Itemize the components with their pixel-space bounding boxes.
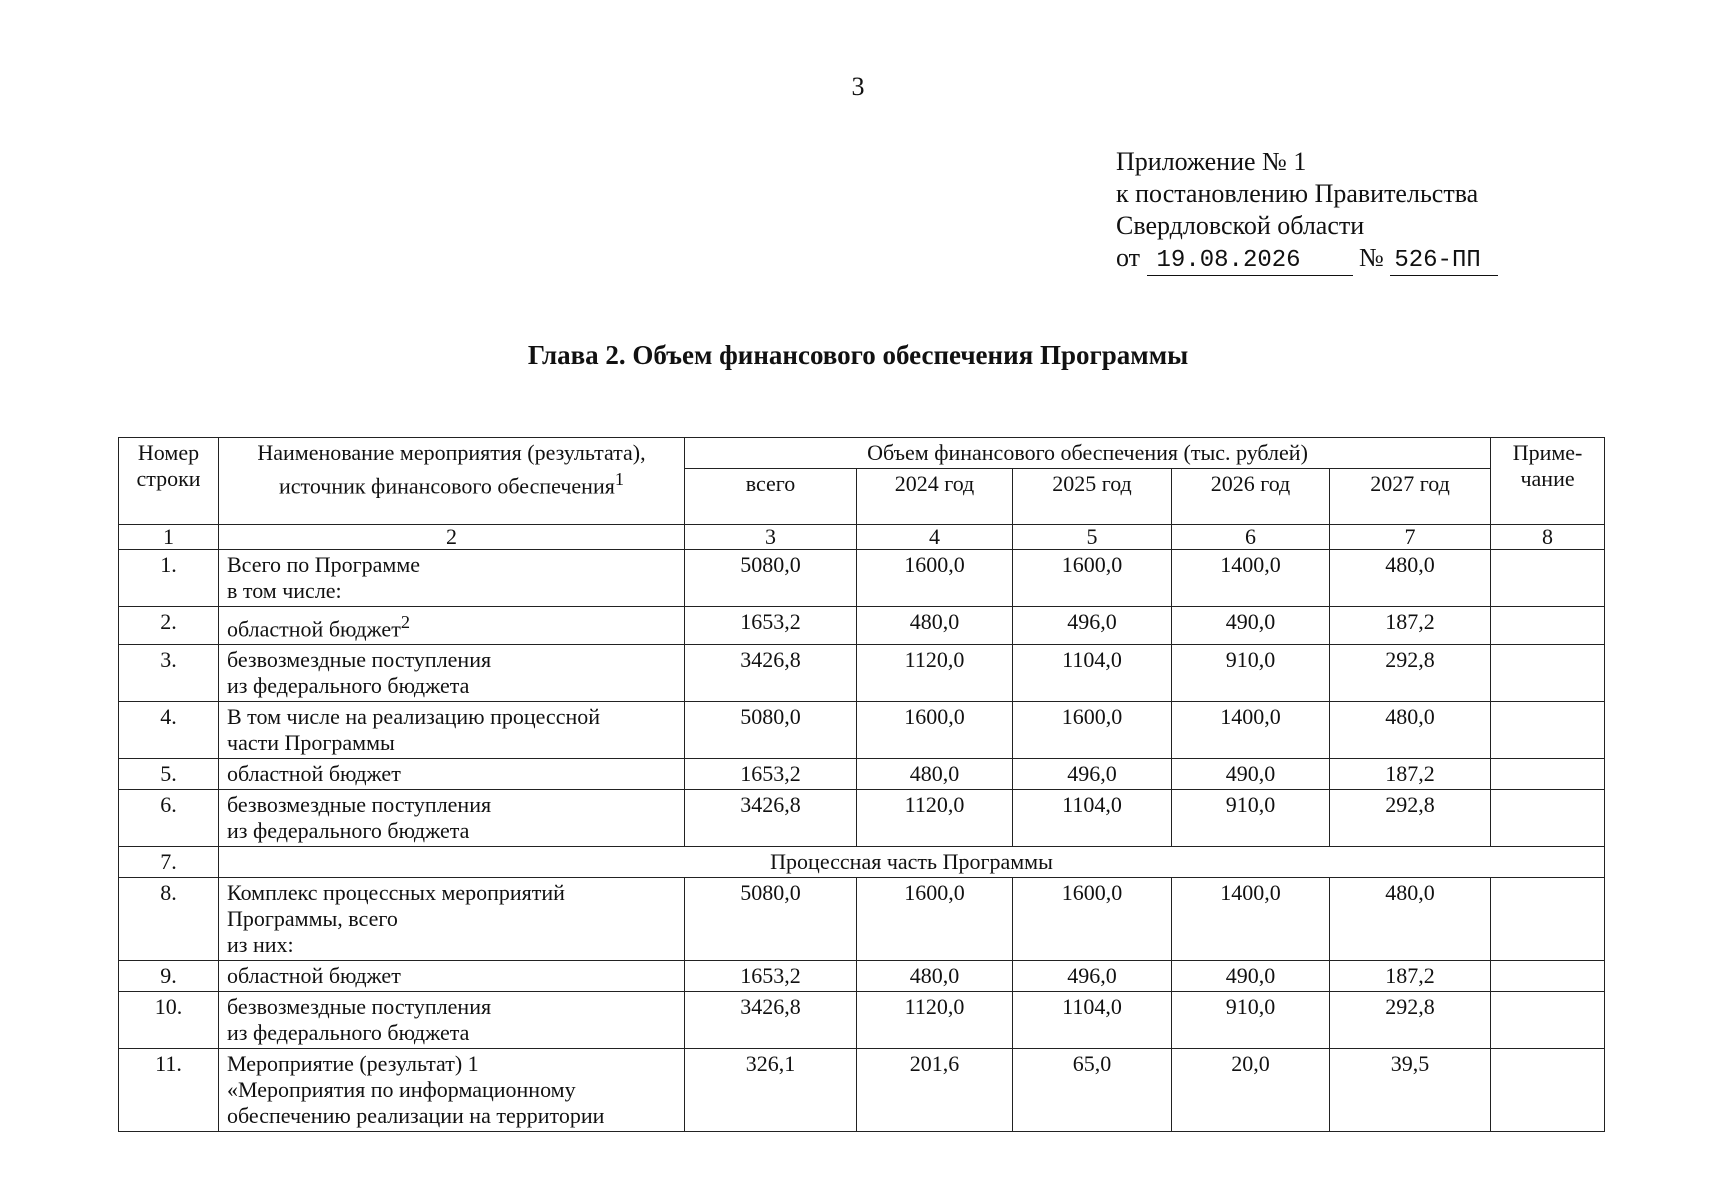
row-name-line: [227, 1103, 676, 1129]
year-2026-cell: 20,0: [1172, 1049, 1330, 1132]
year-2024-cell: 480,0: [857, 607, 1013, 645]
row-name-line: [227, 880, 676, 906]
table-row: [119, 878, 1605, 961]
row-name-text: из федерального бюджета: [227, 673, 470, 699]
note-cell: [1491, 550, 1605, 607]
row-name-line: [227, 647, 676, 673]
column-number: 2: [219, 525, 685, 550]
row-name-line: [227, 609, 676, 642]
column-number: 7: [1330, 525, 1491, 550]
header-note: Приме-чание: [1491, 438, 1605, 525]
total-cell: 3426,8: [685, 992, 857, 1049]
year-2025-cell: 1104,0: [1013, 992, 1172, 1049]
note-cell: [1491, 961, 1605, 992]
row-name-cell: [219, 961, 685, 992]
row-name-line: [227, 552, 676, 578]
row-name-text: из федерального бюджета: [227, 1020, 470, 1046]
row-number-cell: 11.: [119, 1049, 219, 1132]
year-2025-cell: 1104,0: [1013, 645, 1172, 702]
header-2027: 2027 год: [1330, 469, 1491, 525]
year-2024-cell: 1600,0: [857, 702, 1013, 759]
table-row: [119, 759, 1605, 790]
total-cell: 5080,0: [685, 702, 857, 759]
row-name-line: [227, 1051, 676, 1077]
year-2026-cell: 1400,0: [1172, 550, 1330, 607]
row-number-cell: 4.: [119, 702, 219, 759]
column-number: 1: [119, 525, 219, 550]
row-number-cell: 7.: [119, 847, 219, 878]
row-name-cell: [219, 1049, 685, 1132]
row-number-cell: 10.: [119, 992, 219, 1049]
year-2024-cell: 480,0: [857, 961, 1013, 992]
appendix-block: [1116, 146, 1498, 276]
year-2027-cell: 187,2: [1330, 607, 1491, 645]
row-number-cell: 6.: [119, 790, 219, 847]
row-name-text: Комплекс процессных мероприятий: [227, 880, 565, 906]
table-row: [119, 847, 1605, 878]
header-total: всего: [685, 469, 857, 525]
row-name-text: Мероприятие (результат) 1: [227, 1051, 479, 1077]
row-name-line: [227, 932, 676, 958]
note-cell: [1491, 878, 1605, 961]
year-2024-cell: 1120,0: [857, 645, 1013, 702]
table-row: [119, 645, 1605, 702]
table-row: [119, 550, 1605, 607]
row-name-text: «Мероприятия по информационному: [227, 1077, 576, 1103]
year-2024-cell: 1120,0: [857, 992, 1013, 1049]
row-name-text: в том числе:: [227, 578, 342, 603]
table-body: [119, 550, 1605, 1132]
row-name-line: [227, 730, 676, 756]
header-name-footnote: 1: [614, 469, 625, 489]
row-name-line: [227, 1020, 676, 1046]
footnote-marker: 2: [400, 612, 410, 632]
year-2027-cell: 292,8: [1330, 645, 1491, 702]
year-2025-cell: 496,0: [1013, 759, 1172, 790]
row-name-cell: [219, 702, 685, 759]
row-name-line: [227, 761, 676, 787]
section-title-cell: Процессная часть Программы: [219, 847, 1605, 878]
year-2024-cell: 1600,0: [857, 550, 1013, 607]
column-number: 5: [1013, 525, 1172, 550]
appendix-date-line: [1116, 242, 1498, 276]
year-2026-cell: 910,0: [1172, 790, 1330, 847]
table-row: [119, 992, 1605, 1049]
year-2027-cell: 292,8: [1330, 992, 1491, 1049]
row-name-cell: [219, 878, 685, 961]
year-2025-cell: 1104,0: [1013, 790, 1172, 847]
year-2026-cell: 490,0: [1172, 759, 1330, 790]
table-row: [119, 702, 1605, 759]
header-2026: 2026 год: [1172, 469, 1330, 525]
row-name-line: [227, 673, 676, 699]
year-2026-cell: 910,0: [1172, 645, 1330, 702]
year-2027-cell: 187,2: [1330, 759, 1491, 790]
year-2027-cell: 292,8: [1330, 790, 1491, 847]
row-number-cell: 2.: [119, 607, 219, 645]
row-name-text: из федерального бюджета: [227, 818, 470, 844]
resolution-date: 19.08.2026: [1147, 247, 1353, 276]
total-cell: 1653,2: [685, 607, 857, 645]
row-name-cell: [219, 992, 685, 1049]
header-name-text: Наименование мероприятия (результата), источник финансового обеспечения: [257, 440, 646, 499]
year-2024-cell: 201,6: [857, 1049, 1013, 1132]
column-number: 3: [685, 525, 857, 550]
number-label: №: [1359, 243, 1384, 272]
column-number: 8: [1491, 525, 1605, 550]
table-row: [119, 790, 1605, 847]
row-name-line: [227, 704, 676, 730]
row-name-text: Всего по Программе: [227, 552, 421, 577]
column-number: 6: [1172, 525, 1330, 550]
row-name-cell: [219, 790, 685, 847]
year-2027-cell: 480,0: [1330, 702, 1491, 759]
note-cell: [1491, 759, 1605, 790]
year-2026-cell: 1400,0: [1172, 702, 1330, 759]
row-name-cell: [219, 550, 685, 607]
year-2025-cell: 496,0: [1013, 961, 1172, 992]
year-2025-cell: 65,0: [1013, 1049, 1172, 1132]
row-name-text: Программы, всего: [227, 906, 398, 932]
note-cell: [1491, 790, 1605, 847]
year-2024-cell: 1120,0: [857, 790, 1013, 847]
note-cell: [1491, 702, 1605, 759]
chapter-title: Глава 2. Объем финансового обеспечения Программы: [527, 340, 1189, 370]
note-cell: [1491, 607, 1605, 645]
year-2026-cell: 1400,0: [1172, 878, 1330, 961]
year-2026-cell: 910,0: [1172, 992, 1330, 1049]
header-row-number: Номер строки: [119, 438, 219, 525]
row-name-text: областной бюджет: [227, 616, 401, 642]
table-row: [119, 961, 1605, 992]
row-name-line: [227, 818, 676, 844]
year-2025-cell: 1600,0: [1013, 550, 1172, 607]
financing-table: [118, 437, 1605, 1132]
year-2025-cell: 496,0: [1013, 607, 1172, 645]
row-name-line: [227, 792, 676, 818]
total-cell: 5080,0: [685, 878, 857, 961]
year-2027-cell: 39,5: [1330, 1049, 1491, 1132]
row-name-line: [227, 994, 676, 1020]
row-number-cell: 8.: [119, 878, 219, 961]
note-cell: [1491, 1049, 1605, 1132]
row-name-text: областной бюджет: [227, 761, 401, 787]
total-cell: 326,1: [685, 1049, 857, 1132]
row-name-line: [227, 1077, 676, 1103]
row-name-text: из них:: [227, 932, 294, 958]
total-cell: 1653,2: [685, 759, 857, 790]
year-2024-cell: 480,0: [857, 759, 1013, 790]
row-name-text: областной бюджет: [227, 963, 401, 989]
appendix-line-3: Свердловской области: [1116, 211, 1365, 240]
row-name-text: части Программы: [227, 730, 395, 756]
header-2025: 2025 год: [1013, 469, 1172, 525]
page-number: 3: [851, 72, 865, 101]
row-number-cell: 5.: [119, 759, 219, 790]
table-row: [119, 607, 1605, 645]
table-header: [119, 438, 1605, 550]
year-2027-cell: 480,0: [1330, 550, 1491, 607]
year-2024-cell: 1600,0: [857, 878, 1013, 961]
resolution-number: 526-ПП: [1390, 247, 1498, 276]
header-name: [219, 438, 685, 525]
header-2024: 2024 год: [857, 469, 1013, 525]
row-name-line: [227, 906, 676, 932]
row-name-text: безвозмездные поступления: [227, 792, 492, 818]
row-name-text: обеспечению реализации на территории: [227, 1103, 605, 1129]
row-name-cell: [219, 607, 685, 645]
total-cell: 1653,2: [685, 961, 857, 992]
row-name-line: [227, 963, 676, 989]
column-number: 4: [857, 525, 1013, 550]
row-number-cell: 9.: [119, 961, 219, 992]
year-2025-cell: 1600,0: [1013, 702, 1172, 759]
year-2025-cell: 1600,0: [1013, 878, 1172, 961]
total-cell: 3426,8: [685, 790, 857, 847]
header-volume: Объем финансового обеспечения (тыс. рублей): [685, 438, 1491, 469]
year-2026-cell: 490,0: [1172, 961, 1330, 992]
year-2026-cell: 490,0: [1172, 607, 1330, 645]
year-2027-cell: 187,2: [1330, 961, 1491, 992]
appendix-line-2: к постановлению Правительства: [1116, 179, 1479, 208]
row-name-cell: [219, 759, 685, 790]
table-row: [119, 1049, 1605, 1132]
row-name-text: безвозмездные поступления: [227, 647, 492, 673]
year-2027-cell: 480,0: [1330, 878, 1491, 961]
row-number-cell: 1.: [119, 550, 219, 607]
row-name-line: [227, 578, 676, 604]
from-label: от: [1116, 243, 1141, 272]
total-cell: 3426,8: [685, 645, 857, 702]
note-cell: [1491, 645, 1605, 702]
row-name-text: безвозмездные поступления: [227, 994, 492, 1020]
note-cell: [1491, 992, 1605, 1049]
total-cell: 5080,0: [685, 550, 857, 607]
column-number-row: [119, 525, 1605, 550]
row-number-cell: 3.: [119, 645, 219, 702]
row-name-text: В том числе на реализацию процессной: [227, 704, 601, 730]
appendix-line-1: Приложение № 1: [1116, 147, 1307, 176]
row-name-cell: [219, 645, 685, 702]
